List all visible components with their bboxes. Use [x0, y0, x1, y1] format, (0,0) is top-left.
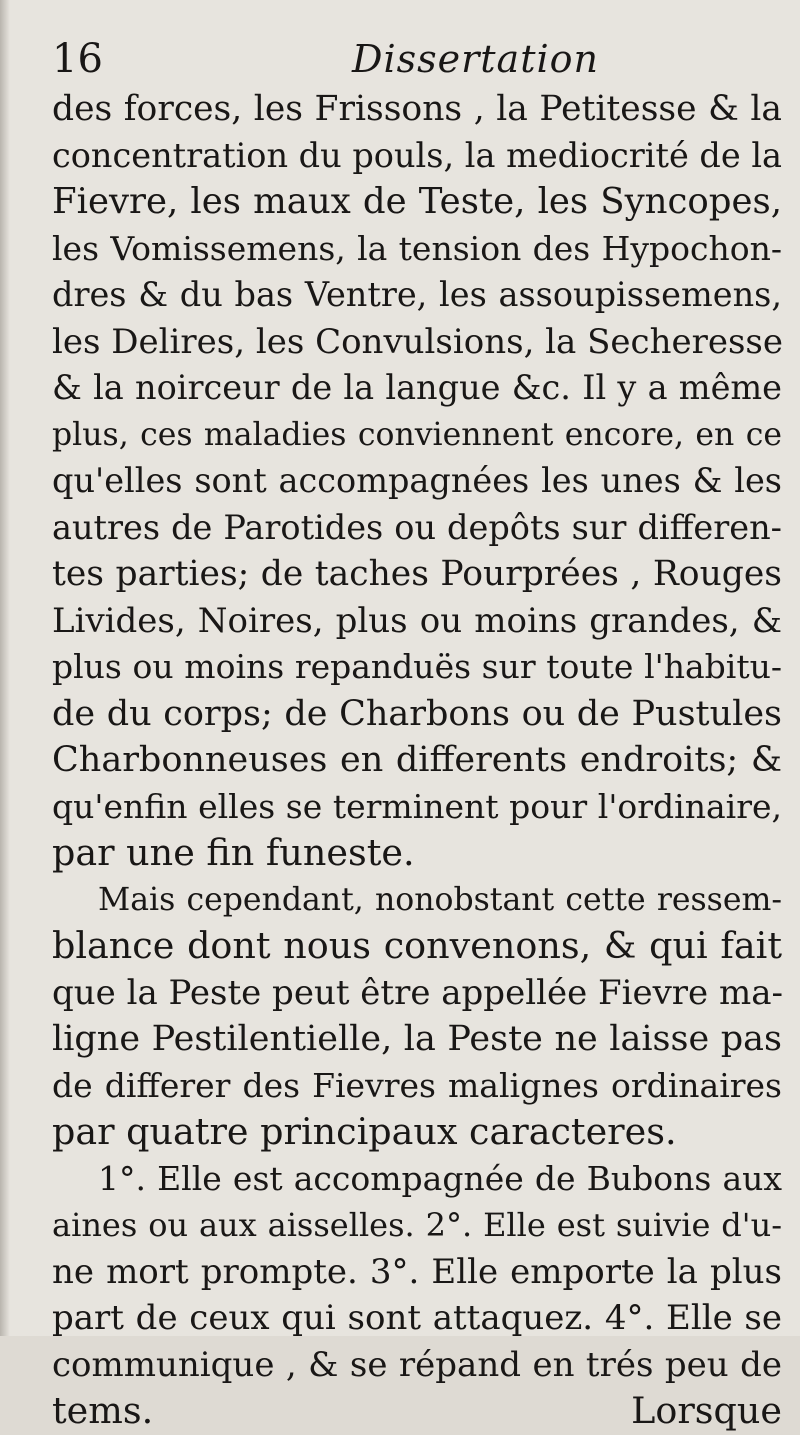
text-line: par une fin funeste. — [52, 831, 415, 874]
text-line: qu'elles sont accompagnées les unes & les — [52, 461, 782, 500]
running-head: Dissertation — [352, 37, 599, 81]
text-line: concentration du pouls, la mediocrité de la — [52, 135, 783, 175]
text-line: ligne Pestilentielle, la Peste ne laisse pas — [52, 1019, 782, 1059]
text-line: dres & du bas Ventre, les assoupissemens, — [52, 275, 782, 314]
text-line: les Vomissemens, la tension des Hypochon- — [52, 228, 782, 268]
page-header — [52, 30, 782, 88]
text-line: plus, ces maladies conviennent encore, en ce — [52, 416, 782, 453]
text-line: de differer des Fievres malignes ordinaires — [52, 1065, 782, 1105]
text-line: autres de Parotides ou depôts sur differen- — [52, 507, 782, 547]
body-text — [52, 86, 782, 1435]
text-line: part de ceux qui sont attaquez. 4°. Elle se — [52, 1298, 782, 1338]
text-line: & la noirceur de la langue &c. Il y a même — [52, 368, 782, 407]
text-line: Mais cependant, nonobstant cette ressem- — [98, 881, 782, 918]
text-line: blance dont nous convenons, & qui fait — [52, 924, 782, 967]
text-line: tes parties; de taches Pourprées , Rouges — [52, 554, 782, 594]
text-line: Charbonneuses en differents endroits; & — [52, 740, 782, 780]
text-line: de du corps; de Charbons ou de Pustules — [52, 693, 782, 734]
final-line-row — [52, 1388, 782, 1435]
text-line: communique , & se répand en trés peu de — [52, 1344, 782, 1385]
text-line: plus ou moins repanduës sur toute l'habitu- — [52, 647, 782, 686]
text-line: aines ou aux aisselles. 2°. Elle est suivie d'u- — [52, 1206, 782, 1244]
text-line: ne mort prompte. 3°. Elle emporte la plus — [52, 1251, 782, 1292]
text-line: 1°. Elle est accompagnée de Bubons aux — [98, 1158, 782, 1198]
text-line: les Delires, les Convulsions, la Secheresse — [52, 321, 783, 362]
text-line: Fievre, les maux de Teste, les Syncopes, — [52, 181, 782, 222]
text-line: par quatre principaux caracteres. — [52, 1110, 677, 1153]
catchword: Lorsque — [631, 1389, 782, 1432]
text-line: Livides, Noires, plus ou moins grandes, & — [52, 600, 782, 641]
gutter-shadow — [0, 0, 10, 1336]
page-number: 16 — [52, 36, 103, 82]
text-line: qu'enfin elles se terminent pour l'ordinaire, — [52, 786, 782, 826]
text-line: tems. — [52, 1389, 154, 1432]
text-line: que la Peste peut être appellée Fievre ma- — [52, 972, 783, 1013]
text-line: des forces, les Frissons , la Petitesse & la — [52, 89, 782, 129]
